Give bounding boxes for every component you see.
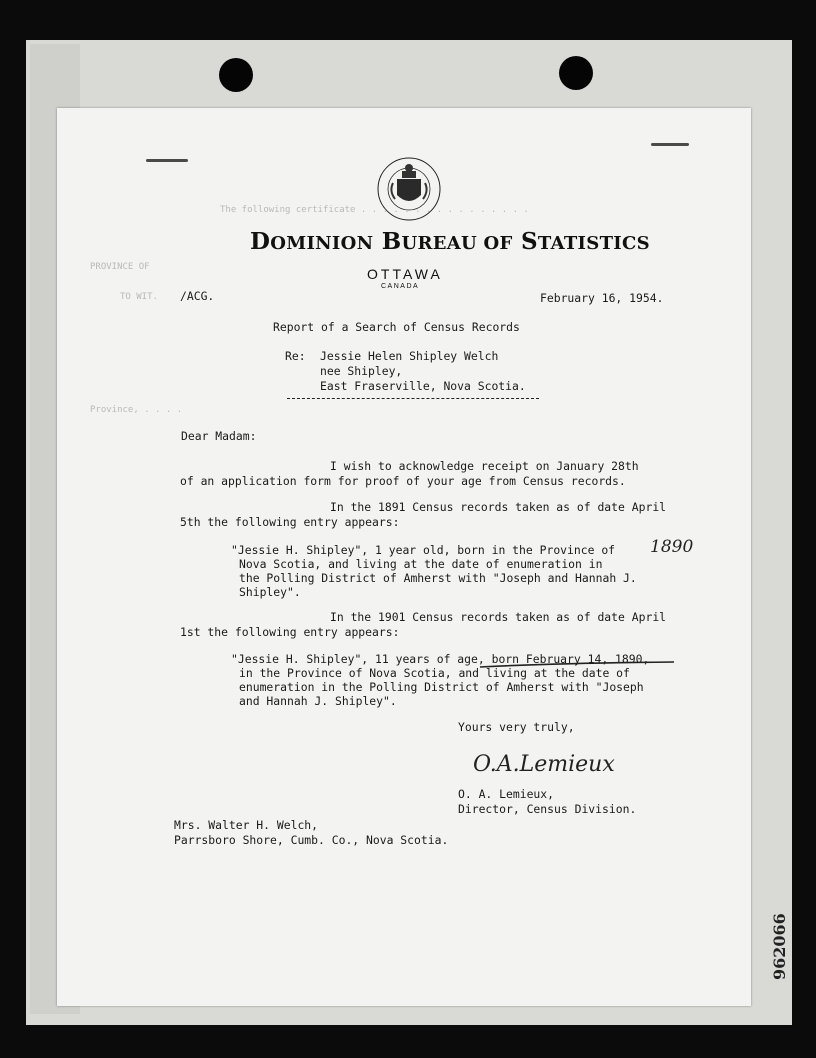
census-entry-1891: "Jessie H. Shipley", 1 year old, born in the Province of <box>231 543 616 557</box>
signer-name: O. A. Lemieux, <box>458 787 555 801</box>
signer-title: Director, Census Division. <box>458 802 637 816</box>
re-label: Re: <box>285 349 306 363</box>
bleed-through-text: PROVINCE OF <box>90 262 150 272</box>
reference-code: /ACG. <box>180 289 215 303</box>
body-line: 5th the following entry appears: <box>180 515 400 529</box>
census-entry-1901: in the Province of Nova Scotia, and living at the date of <box>239 666 630 680</box>
addressee-line: Parrsboro Shore, Cumb. Co., Nova Scotia. <box>174 833 449 847</box>
punch-hole-right <box>559 56 593 90</box>
bleed-through-text: The following certificate . . . . . . . . . . . . . . . . <box>220 205 529 215</box>
body-line: I wish to acknowledge receipt on January 28th <box>330 459 639 473</box>
census-entry-1901: and Hannah J. Shipley". <box>239 694 397 708</box>
body-line: of an application form for proof of your age from Census records. <box>180 474 626 488</box>
salutation: Dear Madam: <box>181 429 257 443</box>
re-line: nee Shipley, <box>320 364 403 378</box>
separator-rule <box>287 398 539 399</box>
punch-hole-left <box>219 58 253 92</box>
closing: Yours very truly, <box>458 720 575 734</box>
handwritten-year-note: 1890 <box>650 537 694 557</box>
handwritten-underline <box>478 659 678 671</box>
census-entry-1891: Nova Scotia, and living at the date of enumeration in <box>239 557 603 571</box>
fastener-mark-right <box>651 143 689 146</box>
body-line: In the 1901 Census records taken as of date April <box>330 610 667 624</box>
bleed-through-text: Province, . . . . <box>90 405 183 415</box>
body-line: 1st the following entry appears: <box>180 625 400 639</box>
re-line: East Fraserville, Nova Scotia. <box>320 379 526 393</box>
organization-title: DOMINION BUREAU OF STATISTICS <box>250 228 650 255</box>
addressee-line: Mrs. Walter H. Welch, <box>174 818 319 832</box>
census-entry-1891: the Polling District of Amherst with "Joseph and Hannah J. <box>239 571 637 585</box>
census-entry-1901: enumeration in the Polling District of Amherst with "Joseph <box>239 680 644 694</box>
letter-date: February 16, 1954. <box>540 291 664 305</box>
body-line: In the 1891 Census records taken as of date April <box>330 500 667 514</box>
census-entry-1901: "Jessie H. Shipley", 11 years of age, born February 14, 1890, <box>231 652 650 666</box>
re-line: Jessie Helen Shipley Welch <box>320 349 499 363</box>
subject-line: Report of a Search of Census Records <box>273 320 520 334</box>
archive-stamp-number: 962066 <box>770 913 789 980</box>
coat-of-arms-seal-icon <box>375 153 443 225</box>
census-entry-1891: Shipley". <box>239 585 301 599</box>
city-heading: OTTAWA <box>367 266 443 282</box>
country-heading: CANADA <box>381 283 420 290</box>
fastener-mark-left <box>146 159 188 162</box>
signature: O.A.Lemieux <box>473 752 615 777</box>
bleed-through-text: TO WIT. <box>120 292 158 302</box>
